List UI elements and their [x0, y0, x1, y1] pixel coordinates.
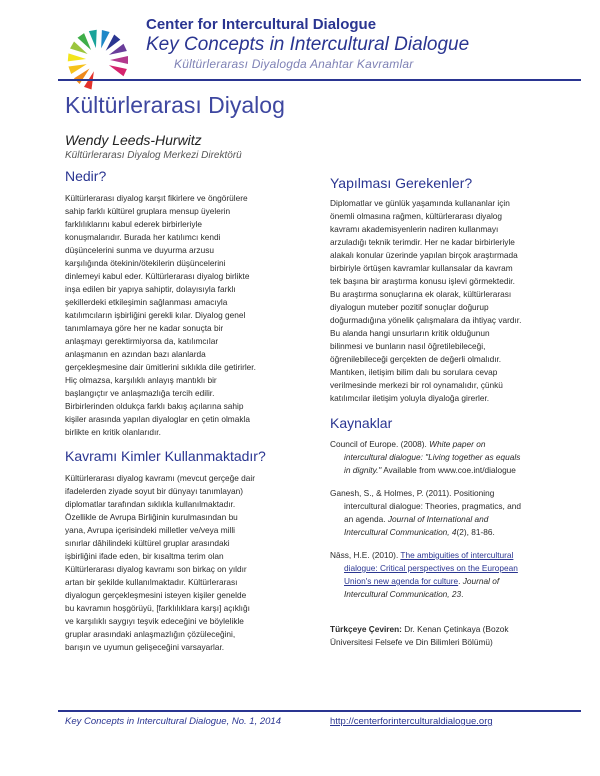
text-line: birbiriyle örtüşen kavramlar kullansalar da kavram: [330, 263, 513, 273]
footer-url-link[interactable]: http://centerforinterculturaldialogue.org: [330, 716, 493, 727]
section-heading-yapilmasi: Yapılması Gerekenler?: [330, 175, 473, 191]
ref-text: .: [458, 576, 463, 586]
text-line: şekillerdeki etkileşimin sağlanması amacıyla: [65, 297, 228, 307]
ref-text: Available from www.coe.int/dialogue: [381, 465, 516, 475]
text-line: arzuladığı teknik terimdir. Her ne kadar birbirleriyle: [330, 237, 515, 247]
article-title: Kültürlerarası Diyalog: [65, 92, 285, 118]
ref-text: Ganesh, S., & Holmes, P. (2011). Positioning: [330, 488, 495, 498]
text-line: Birbirlerinden oldukça farklı bakış açılarına sahip: [65, 401, 244, 411]
translator-text: Dr. Kenan Çetinkaya (Bozok: [401, 624, 509, 634]
reference-3: [330, 549, 560, 601]
ref-journal: Intercultural Communication, 23: [344, 589, 462, 599]
text-line: doğurmadığına yönelik çalışmalara da ihtiyaç vardır.: [330, 315, 522, 325]
text-line: birlikte en kritik olanlarıdır.: [65, 427, 161, 437]
text-line: önemli olmasına rağmen, kültürlerarası diyalog: [330, 211, 503, 221]
text-line: başlangıçtır ve anlaşmazlığa tercih edilir.: [65, 388, 215, 398]
text-line: Bu alanda hangi unsurların kritik olduğunun: [330, 328, 490, 338]
ref-link[interactable]: The ambiguities of intercultural: [400, 550, 514, 560]
text-line: diyalogun gerçekleşmesini isteyen kişiler genelde: [65, 590, 247, 600]
ref-link[interactable]: Union's new agenda for culture: [344, 576, 459, 586]
section-heading-nedir: Nedir?: [65, 168, 107, 184]
footer-rule: [58, 710, 581, 712]
text-line: artan bir şekilde kullanılmaktadır. Kültürlerarası: [65, 577, 238, 587]
text-line: bu kavramın hoşgörüyü, [farklılıklara karşı] açıklığı: [65, 603, 250, 613]
text-line: sahip farklı kültürel gruplara mensup üyelerin: [65, 206, 231, 216]
text-line: inşa edilen bir yapıya sahiptir, dolayısıyla farklı: [65, 284, 236, 294]
ref-text: an agenda.: [344, 514, 388, 524]
text-line: dinlemeyi kabul eder. Kültürlerarası diyalog birlikte: [65, 271, 250, 281]
text-line: ifadelerden ziyade soyut bir dünyayı tanımlayan): [65, 486, 244, 496]
text-line: kavramı akademisyenlerin nadiren kullanmayı: [330, 224, 499, 234]
text-line: Bu araştırma sonuçlarına ek olarak, kültürlerarası: [330, 289, 512, 299]
text-line: Kültürlerarası diyalog kavramı son birkaç on yıldır: [65, 564, 247, 574]
ref-text: Nāss, H.E. (2010).: [330, 550, 401, 560]
text-line: Özellikle de Avrupa Birliğinin kurulmasından bu: [65, 512, 238, 522]
text-line: Hiç olmazsa, karşılıklı anlayış mantıklı bir: [65, 375, 217, 385]
section-heading-kaynaklar: Kaynaklar: [330, 415, 393, 431]
ref-journal: Journal of International and: [387, 514, 489, 524]
reference-1: [330, 438, 560, 477]
header-series-title: Key Concepts in Intercultural Dialogue: [146, 34, 470, 55]
article-author: Wendy Leeds-Hurwitz: [65, 132, 202, 148]
ref-title: White paper on: [429, 439, 486, 449]
text-line: alakalı konular üzerinde yapılan birçok araştırmada: [330, 250, 518, 260]
text-line: katılımcıların işbirliğini gerekli kılar. Diyalog genel: [65, 310, 246, 320]
ref-title: intercultural dialogue: "Living together as equals: [344, 452, 521, 462]
text-line: kişiler arasında yapılan diyaloglar en çetin olmakla: [65, 414, 250, 424]
translator-label: Türkçeye Çeviren:: [330, 624, 402, 634]
text-line: öğrenilebileceği gerçekten de değerli olmalıdır.: [330, 354, 502, 364]
text-line: diplomatlar tarafından sıklıkla kullanılmaktadır.: [65, 499, 236, 509]
ref-text: (2), 81-86.: [456, 527, 495, 537]
text-line: yana, Avrupa içerisindeki milletler ve/veya milli: [65, 525, 236, 535]
text-line: konuşmalarıdır. Burada her katılımcı kendi: [65, 232, 221, 242]
text-line: düşüncelerini sunma ve duyurma arzusu: [65, 245, 214, 255]
text-line: diyalogun muteber pozitif sonuçlar doğurup: [330, 302, 489, 312]
header-org: Center for Intercultural Dialogue: [146, 16, 377, 33]
text-line: karşılığında ötekinin/ötekilerin düşüncelerini: [65, 258, 226, 268]
translator-note: [330, 623, 560, 649]
ref-title: in dignity.": [344, 465, 382, 475]
text-line: gruplar arasındaki anlaşmazlığın çözüleceğini,: [65, 629, 236, 639]
translator-text: Üniversitesi Felsefe ve Din Bilimleri Bölümü): [330, 637, 493, 647]
text-line: Diplomatlar ve günlük yaşamında kullananlar için: [330, 198, 510, 208]
ref-journal: Journal of: [462, 576, 500, 586]
text-line: ve karşılıklı saygıyı teşvik edeceğini ve böylelikle: [65, 616, 244, 626]
ref-text: intercultural dialogue: Theories, pragmatics, and: [344, 501, 521, 511]
text-line: Kültürlerarası diyalog kavramı (mevcut gerçeğe dair: [65, 473, 255, 483]
cid-logo-icon: [58, 20, 138, 100]
ref-link[interactable]: dialogue: Critical perspectives on the European: [344, 563, 518, 573]
reference-2: [330, 487, 560, 539]
section-body-nedir: [65, 192, 310, 439]
text-line: işbirliğini ifade eden, bir kısaltma terim olan: [65, 551, 224, 561]
text-line: farklılıklarını kabul ederek birbirleriyle: [65, 219, 202, 229]
ref-text: .: [461, 589, 464, 599]
article-affiliation: Kültürlerarası Diyalog Merkezi Direktörü: [65, 150, 242, 161]
text-line: barışın ve uyumun gelişeceğini varsayarlar.: [65, 642, 225, 652]
section-body-yapilmasi: [330, 197, 560, 405]
header-rule: [58, 79, 581, 81]
text-line: Kültürlerarası diyalog karşıt fikirlere ve öngörülere: [65, 193, 248, 203]
text-line: sınırlar dâhilindeki kültürel gruplar arasındaki: [65, 538, 230, 548]
header-series-subtitle: Kültürlerarası Diyalogda Anahtar Kavramlar: [174, 57, 414, 71]
text-line: verilmesinde merkezi bir rol oynamalıdır, çünkü: [330, 380, 503, 390]
section-heading-kimler: Kavramı Kimler Kullanmaktadır?: [65, 448, 266, 464]
ref-text: Council of Europe. (2008).: [330, 439, 430, 449]
footer-citation: Key Concepts in Intercultural Dialogue, No. 1, 2014: [65, 716, 281, 727]
text-line: katılımcılar iletişim yoluyla diyaloğa girerler.: [330, 393, 490, 403]
text-line: Mantıken, iletişim bilim dalı bu sorulara cevap: [330, 367, 498, 377]
text-line: gerçekleşmesine dair ümitlerini sıklıkla dile getirirler.: [65, 362, 256, 372]
text-line: anlaşmanın en azından bazı alanlarda: [65, 349, 206, 359]
left-column: [65, 170, 310, 654]
right-column: [330, 177, 560, 649]
text-line: anlaşmayı gerektirmiyorsa da, katılımcılar: [65, 336, 219, 346]
ref-journal: Intercultural Communication, 4: [344, 527, 457, 537]
section-body-kimler: [65, 472, 310, 654]
text-line: bilinmesi ve bunların nasıl öğretilebileceği,: [330, 341, 486, 351]
text-line: tek başına bir araştırma konusu işlevi görmektedir.: [330, 276, 515, 286]
text-line: tanımlamaya göre her ne kadar sonuçta bir: [65, 323, 224, 333]
